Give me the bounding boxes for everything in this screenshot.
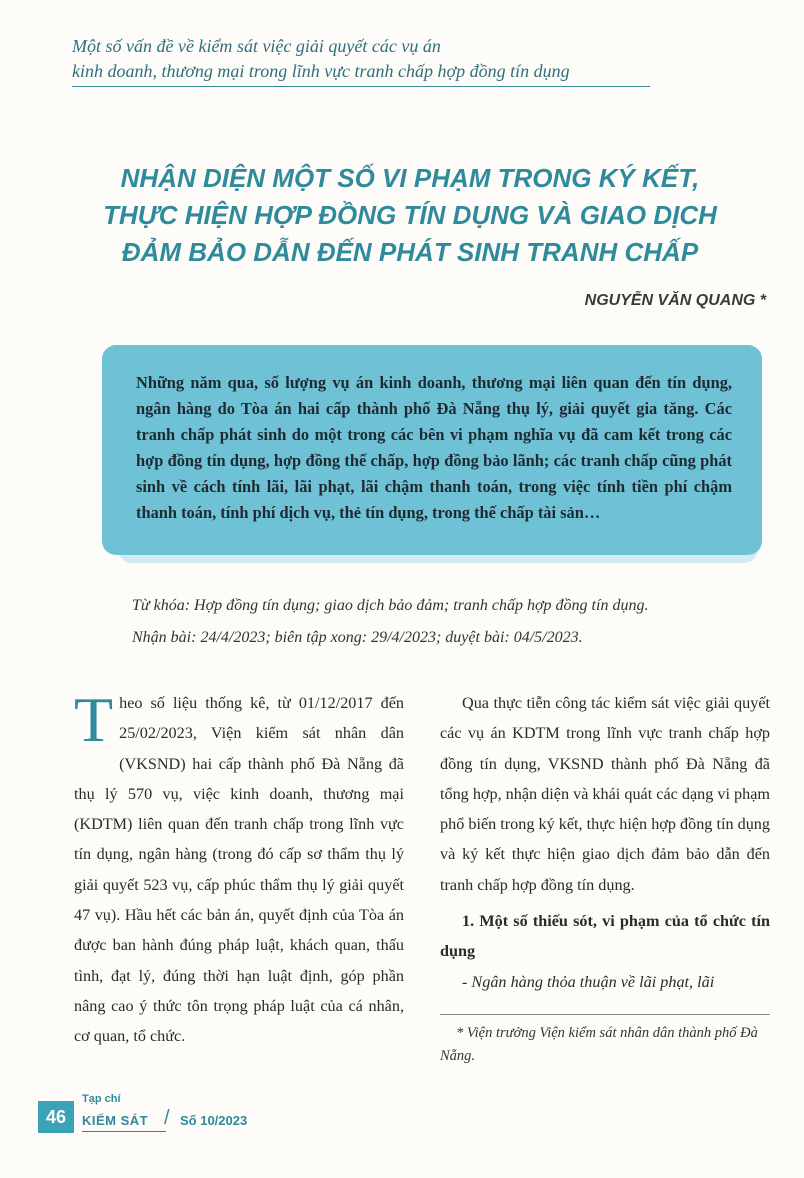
title-line-2: THỰC HIỆN HỢP ĐỒNG TÍN DỤNG VÀ GIAO DỊCH	[103, 200, 717, 230]
section-heading: 1. Một số thiếu sót, vi phạm của tổ chức tín dụng	[440, 912, 770, 961]
issue-number: Số 10/2023	[180, 1113, 248, 1128]
magazine-label: Tạp chí	[82, 1093, 121, 1105]
intro-paragraph: heo số liệu thống kê, từ 01/12/2017 đến 25/02/2023, Viện kiểm sát nhân dân (VKSND) hai cấp thành phố Đà Nẵng đã thụ lý 570 vụ, việc kinh doanh, thương mại (KDTM) liên quan đến tranh chấp trong lĩnh vực tín dụng, ngân hàng (trong đó cấp sơ thẩm thụ lý giải quyết 523 vụ, cấp phúc thẩm thụ lý giải quyết 47 vụ). Hầu hết các bản án, quyết định của Tòa án được ban hành đúng pháp luật, khách quan, thấu tình, đạt lý, đúng thời hạn luật định, góp phần nâng cao ý thức tôn trọng pháp luật của cá nhân, cơ quan, tổ chức.	[74, 694, 404, 1046]
page-footer	[38, 1093, 298, 1137]
practice-paragraph: Qua thực tiễn công tác kiểm sát việc giải quyết các vụ án KDTM trong lĩnh vực tranh chấp hợp đồng tín dụng, VKSND thành phố Đà Nẵng đã tổng hợp, nhận diện và khái quát các dạng vi phạm phổ biến trong ký kết, thực hiện hợp đồng tín dụng và ký kết thực hiện giao dịch đảm bảo dẫn đến tranh chấp hợp đồng tín dụng.	[440, 694, 770, 894]
title-line-3: ĐẢM BẢO DẪN ĐẾN PHÁT SINH TRANH CHẤP	[121, 237, 699, 267]
running-header-line-1: Một số vấn đề về kiểm sát việc giải quyết các vụ án	[72, 36, 441, 56]
drop-cap: T	[74, 684, 114, 755]
footnote-divider	[440, 1014, 770, 1015]
magazine-name: KIỂM SÁT	[82, 1113, 149, 1128]
footer-slash-icon: /	[164, 1107, 170, 1129]
page-number: 46	[38, 1101, 74, 1133]
abstract-box	[102, 345, 762, 555]
body-column-left	[74, 684, 404, 1052]
running-header-line-2: kinh doanh, thương mại trong lĩnh vực tranh chấp hợp đồng tín dụng	[72, 61, 570, 81]
author-name: NGUYỄN VĂN QUANG *	[584, 292, 766, 309]
keywords: Từ khóa: Hợp đồng tín dụng; giao dịch bảo đảm; tranh chấp hợp đồng tín dụng.	[132, 597, 649, 614]
header-divider	[72, 86, 650, 87]
running-header	[72, 34, 652, 84]
title-line-1: NHẬN DIỆN MỘT SỐ VI PHẠM TRONG KÝ KẾT,	[120, 163, 700, 193]
footer-underline	[82, 1131, 166, 1132]
abstract-text: Những năm qua, số lượng vụ án kinh doanh, thương mại liên quan đến tín dụng, ngân hàng do Tòa án hai cấp thành phố Đà Nẵng thụ lý, giải quyết gia tăng. Các tranh chấp phát sinh do một trong các bên vi phạm nghĩa vụ đã cam kết trong các hợp đồng tín dụng, hợp đồng thế chấp, hợp đồng bảo lãnh; các tranh chấp cũng phát sinh về cách tính lãi, lãi phạt, lãi chậm thanh toán, trong việc tính tiền phí chậm thanh toán, tính phí dịch vụ, thẻ tín dụng, trong thế chấp tài sản…	[136, 373, 732, 522]
keywords-block	[132, 590, 752, 654]
author-footnote: * Viện trưởng Viện kiểm sát nhân dân thành phố Đà Nẵng.	[440, 1025, 758, 1064]
article-title	[60, 160, 760, 271]
italic-paragraph-start: - Ngân hàng thỏa thuận về lãi phạt, lãi	[462, 972, 715, 991]
submission-dates: Nhận bài: 24/4/2023; biên tập xong: 29/4/2023; duyệt bài: 04/5/2023.	[132, 629, 583, 646]
body-column-right	[440, 688, 770, 997]
